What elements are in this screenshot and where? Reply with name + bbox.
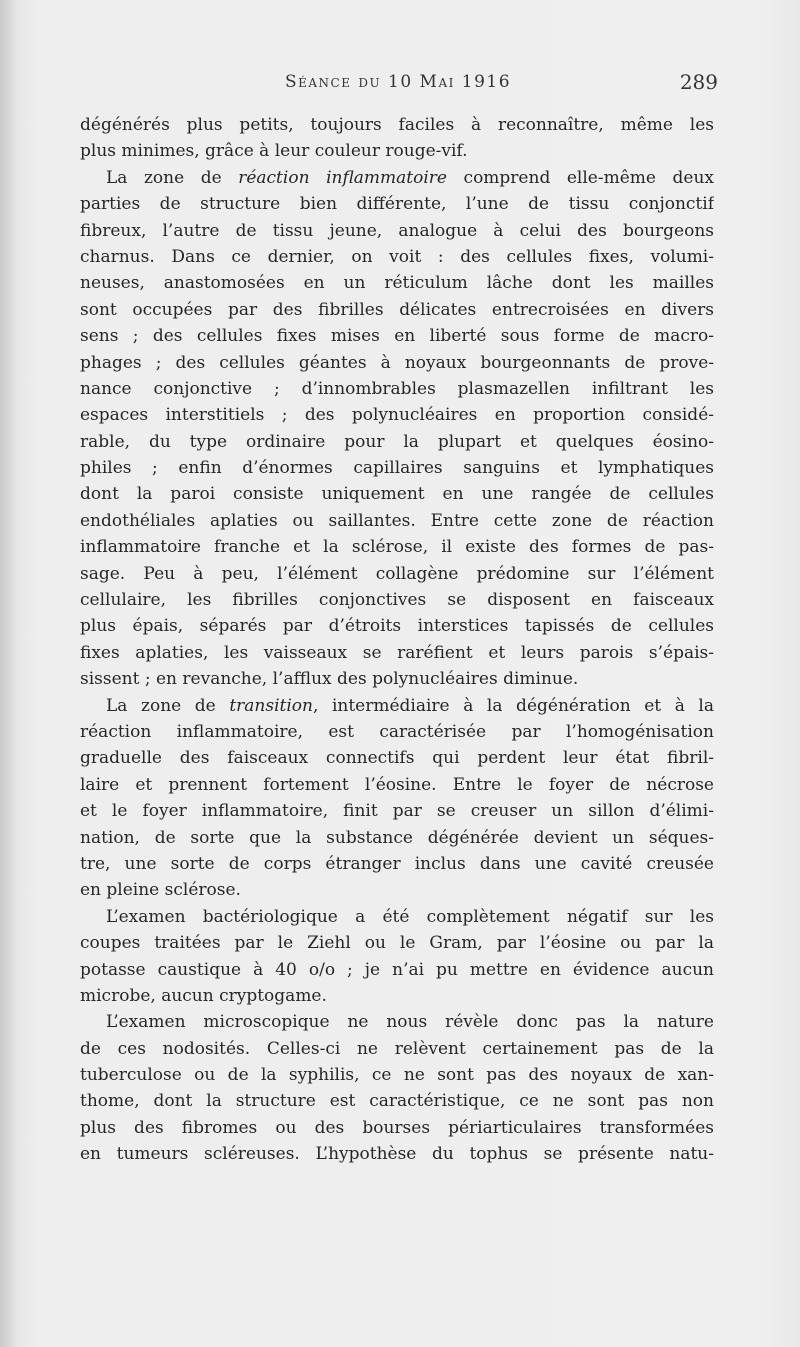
text-line	[80, 693, 714, 719]
text-line: plus épais, séparés par d’étroits interstices tapissés de cellules	[80, 616, 714, 637]
text-line: neuses, anastomosées en un réticulum lâche dont les mailles	[80, 273, 714, 294]
text-line: dont la paroi consiste uniquement en une rangée de cellules	[80, 484, 714, 505]
text-line: plus des fibromes ou des bourses périarticulaires transformées	[80, 1117, 714, 1138]
text-line: L’examen bactériologique a été complètement négatif sur les	[106, 906, 714, 927]
text-line: espaces interstitiels ; des polynucléaires en proportion considé-	[80, 405, 714, 426]
text-line: graduelle des faisceaux connectifs qui perdent leur état fibril-	[80, 748, 714, 769]
text-line: tuberculose ou de la syphilis, ce ne sont pas des noyaux de xan-	[80, 1065, 714, 1086]
text-span: La zone de	[106, 695, 230, 716]
text-line: L’examen microscopique ne nous révèle donc pas la nature	[106, 1012, 714, 1033]
text-line: endothéliales aplaties ou saillantes. Entre cette zone de réaction	[80, 510, 714, 531]
text-line: potasse caustique à 40 o/o ; je n’ai pu mettre en évidence aucun	[80, 959, 714, 980]
text-line: de ces nodosités. Celles-ci ne relèvent certainement pas de la	[80, 1038, 714, 1059]
text-line: laire et prennent fortement l’éosine. Entre le foyer de nécrose	[80, 774, 714, 795]
body-text	[80, 112, 714, 1168]
page-header	[78, 70, 718, 100]
text-line: sens ; des cellules fixes mises en liberté sous forme de macro-	[80, 326, 714, 347]
text-line: fixes aplaties, les vaisseaux se raréfient et leurs parois s’épais-	[80, 642, 714, 663]
text-line: coupes traitées par le Ziehl ou le Gram, par l’éosine ou par la	[80, 933, 714, 954]
text-span: , intermédiaire à la dégénération et à la	[312, 695, 714, 716]
text-line: sont occupées par des fibrilles délicates entrecroisées en divers	[80, 299, 714, 320]
text-line: inflammatoire franche et la sclérose, il existe des formes de pas-	[80, 537, 714, 558]
text-span: La zone de	[106, 167, 239, 188]
text-line	[80, 165, 714, 191]
text-span: comprend elle-même deux	[447, 167, 714, 188]
text-line: thome, dont la structure est caractéristique, ce ne sont pas non	[80, 1091, 714, 1112]
text-line: en tumeurs scléreuses. L’hypothèse du tophus se présente natu-	[80, 1144, 714, 1165]
text-line: et le foyer inflammatoire, finit par se creuser un sillon d’élimi-	[80, 801, 714, 822]
running-head: Séance du 10 Mai 1916	[284, 72, 512, 92]
text-line: sage. Peu à peu, l’élément collagène prédomine sur l’élément	[80, 563, 714, 584]
page-spine-shadow	[0, 0, 16, 1347]
text-line: plus minimes, grâce à leur couleur rouge-vif.	[80, 141, 468, 162]
italic-term: réaction inflammatoire	[238, 167, 447, 188]
text-line: charnus. Dans ce dernier, on voit : des cellules fixes, volumi-	[80, 246, 714, 267]
text-line: phages ; des cellules géantes à noyaux bourgeonnants de prove-	[80, 352, 714, 373]
text-line: dégénérés plus petits, toujours faciles à reconnaître, même les	[80, 115, 714, 135]
text-line: nation, de sorte que la substance dégénérée devient un séques-	[80, 827, 714, 848]
text-line: sissent ; en revanche, l’afflux des polynucléaires diminue.	[80, 669, 579, 690]
text-line: tre, une sorte de corps étranger inclus dans une cavité creusée	[80, 853, 714, 874]
text-line: philes ; enfin d’énormes capillaires sanguins et lymphatiques	[80, 458, 714, 479]
text-line: cellulaire, les fibrilles conjonctives se disposent en faisceaux	[80, 590, 714, 611]
text-line: réaction inflammatoire, est caractérisée par l’homogénisation	[80, 721, 714, 742]
page-number: 289	[679, 70, 718, 94]
text-line: fibreux, l’autre de tissu jeune, analogue à celui des bourgeons	[80, 220, 714, 241]
italic-term: transition	[229, 695, 313, 716]
text-line: parties de structure bien différente, l’une de tissu conjonctif	[80, 194, 714, 215]
text-line: microbe, aucun cryptogame.	[80, 985, 327, 1006]
text-line: rable, du type ordinaire pour la plupart et quelques éosino-	[80, 431, 714, 452]
text-line: en pleine sclérose.	[80, 880, 241, 901]
text-line: nance conjonctive ; d’innombrables plasmazellen infiltrant les	[80, 378, 714, 399]
